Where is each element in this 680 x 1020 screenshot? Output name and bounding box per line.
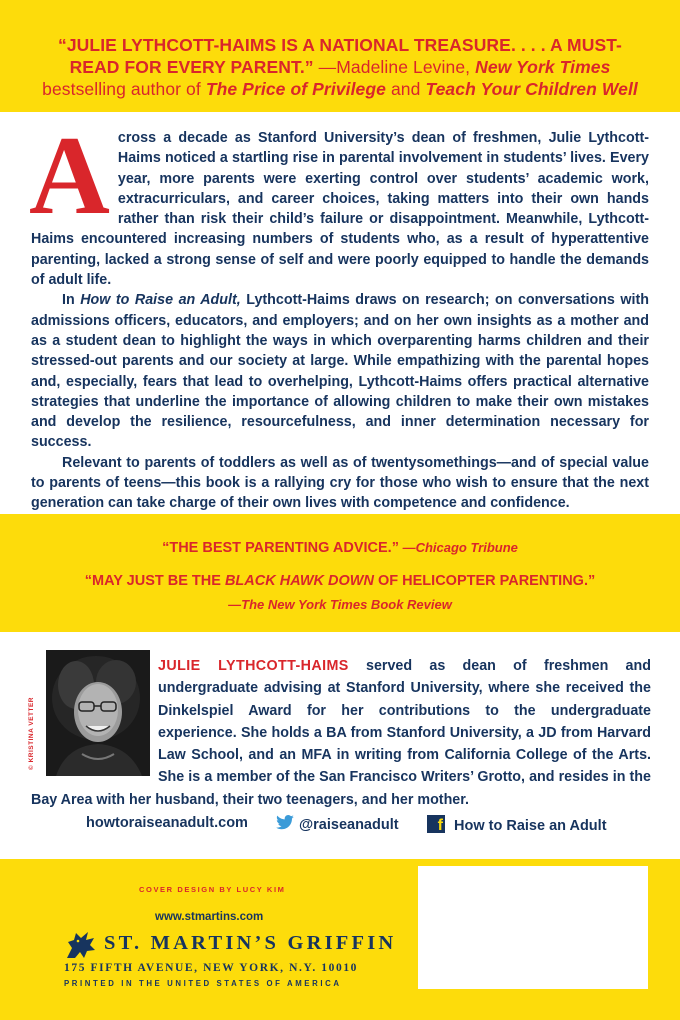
twitter-link[interactable] [275, 815, 399, 833]
mid-blurb-1 [0, 538, 680, 558]
drop-cap: A [29, 114, 110, 238]
griffin-logo-icon [64, 930, 98, 960]
top-blurb-and: and [386, 79, 426, 99]
mid-blurb-2-prefix: “MAY JUST BE THE [84, 573, 225, 589]
publisher-website[interactable]: www.stmartins.com [155, 911, 264, 923]
mid-blurb-2-attr: —The New York Times Book Review [228, 597, 452, 612]
p2-prefix: In [62, 292, 81, 309]
book-description [29, 114, 649, 514]
top-blurb-book2: Teach Your Children Well [425, 79, 638, 99]
mid-blurb-2-title: BLACK HAWK DOWN [224, 573, 374, 589]
facebook-link[interactable] [427, 815, 607, 834]
cover-design-credit: COVER DESIGN BY LUCY KIM [139, 885, 286, 894]
mid-blurb-1-quote: “THE BEST PARENTING ADVICE.” [162, 540, 399, 556]
p2-book-title: How to Raise an Adult, [80, 292, 241, 309]
website-link[interactable]: howtoraiseanadult.com [86, 815, 248, 831]
description-paragraph-3: Relevant to parents of toddlers as well as of twentysomethings—and of special value to parents of teens—this book is a rallying cry for those who wish to ensure that the next generation can take charge of their own lives with competence and confidence. [31, 454, 649, 512]
description-paragraph-2 [31, 290, 649, 452]
twitter-handle: @raiseanadult [299, 817, 399, 833]
p2-body: Lythcott-Haims draws on research; on conversations with admissions officers, educators, and employers; and on her own insights as a mother and as a student dean to highlight the ways in which overparenting harms children and their stressed-out parents and our society at large. While empathizing with the parental hopes and, especially, fears that lead to overhelping, Lythcott-Haims offers practical alternative strategies that underline the importance of allowing children to make their own mistakes and develop the resilience, resourcefulness, and inner determination necessary for success. [31, 292, 649, 451]
top-blurb-publication: New York Times [475, 57, 611, 77]
top-blurb-book1: The Price of Privilege [205, 79, 386, 99]
publisher-name: ST. MARTIN’S GRIFFIN [104, 932, 397, 954]
facebook-page-name: How to Raise an Adult [454, 818, 607, 834]
author-bio-text: served as dean of freshmen and undergraduate advising at Stanford University, where she received the Dinkelspiel Award for her contributions to the undergraduate experience. She holds a BA from Stanford University, a JD from Harvard Law School, and an MFA in writing from California College of the Arts. She is a member of the San Francisco Writers’ Grotto, and resides in the Bay Area with her husband, their two teenagers, and her mother. [31, 658, 651, 808]
publisher-address: 175 FIFTH AVENUE, NEW YORK, N.Y. 10010 [64, 962, 359, 974]
top-blurb-attr-mid: bestselling author of [42, 79, 206, 99]
top-blurb-attr-prefix: —Madeline Levine, [313, 57, 476, 77]
top-blurb-quote: “JULIE LYTHCOTT-HAIMS IS A NATIONAL TREASURE. . . . A MUST-READ FOR EVERY PARENT.” [58, 35, 622, 77]
mid-blurb-1-attr: —Chicago Tribune [398, 540, 518, 555]
description-paragraph-1: cross a decade as Stanford University’s dean of freshmen, Julie Lythcott-Haims noticed a startling rise in parental involvement in students’ lives. Every year, more parents were exerting control over students’ academic work, extracurriculars, and career choices, taking matters into their own hands rather than risk their child’s failure or disappointment. Meanwhile, Lythcott-Haims encountered increasing numbers of students who, as a result of hyperattentive parenting, lacked a strong sense of self and were poorly equipped to handle the demands of adult life. [31, 130, 649, 289]
top-blurb [40, 34, 640, 100]
mid-blurb-2-suffix: OF HELICOPTER PARENTING.” [373, 573, 596, 589]
printed-in-line: PRINTED IN THE UNITED STATES OF AMERICA [64, 979, 342, 988]
mid-blurb-2 [0, 572, 680, 591]
facebook-f-icon: f [427, 815, 445, 833]
photo-credit: © KRISTINA VETTER [28, 697, 35, 770]
twitter-bird-icon [275, 815, 295, 831]
barcode-area [418, 866, 648, 989]
author-name: JULIE LYTHCOTT-HAIMS [158, 658, 349, 674]
author-links [0, 815, 680, 837]
author-bio [31, 655, 651, 811]
